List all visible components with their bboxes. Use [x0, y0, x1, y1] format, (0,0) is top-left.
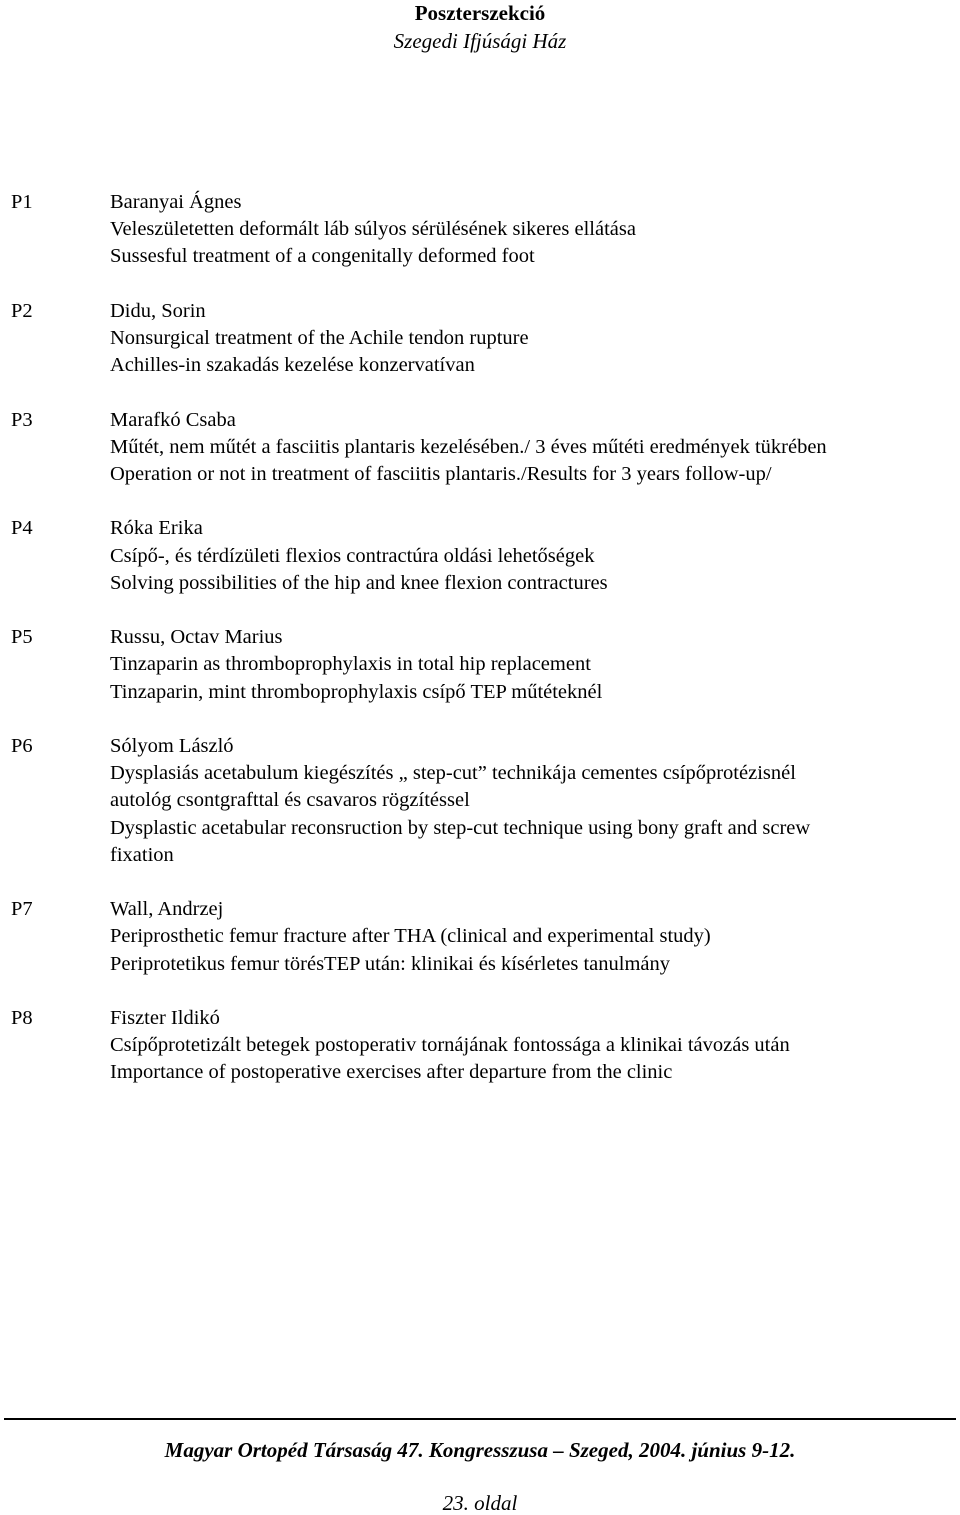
poster-author: Russu, Octav Marius — [110, 626, 283, 649]
poster-title-line: Achilles-in szakadás kezelése konzervatívan — [110, 354, 475, 377]
poster-entry — [0, 189, 960, 271]
footer-conference-title: Magyar Ortopéd Társaság 47. Kongresszusa – Szeged, 2004. június 9-12. — [164, 1438, 796, 1462]
poster-author: Róka Erika — [110, 517, 203, 540]
footer-divider — [4, 1418, 956, 1420]
poster-author: Didu, Sorin — [110, 299, 206, 322]
poster-entry — [0, 407, 960, 489]
poster-body — [110, 189, 950, 271]
poster-id: P6 — [11, 734, 33, 757]
poster-body — [110, 298, 950, 380]
poster-title-line: Dysplasiás acetabulum kiegészítés „ step-cut” technikája cementes csípőprotézisnél — [110, 762, 796, 785]
poster-body — [110, 624, 950, 706]
poster-title-line: Operation or not in treatment of fasciitis plantaris./Results for 3 years follow-up/ — [110, 463, 772, 485]
poster-author: Baranyai Ágnes — [110, 191, 242, 213]
poster-title-line: Importance of postoperative exercises after departure from the clinic — [110, 1061, 673, 1084]
poster-body — [110, 407, 950, 489]
poster-title-line: Műtét, nem műtét a fasciitis plantaris kezelésében./ 3 éves műtéti eredmények tükrében — [110, 435, 827, 458]
poster-title-line: Dysplastic acetabular reconsruction by step-cut technique using bony graft and screw — [110, 816, 811, 839]
poster-entry — [0, 733, 960, 869]
poster-body — [110, 896, 950, 978]
poster-title-line: Solving possibilities of the hip and knee flexion contractures — [110, 571, 608, 594]
poster-entry — [0, 1005, 960, 1087]
poster-entry — [0, 624, 960, 706]
poster-title-line: Sussesful treatment of a congenitally deformed foot — [110, 245, 535, 268]
poster-title-line: Periprotetikus femur törésTEP után: klinikai és kísérletes tanulmány — [110, 952, 671, 975]
poster-id: P1 — [11, 191, 33, 213]
poster-id: P4 — [11, 517, 33, 540]
poster-id: P3 — [11, 408, 33, 431]
poster-id: P2 — [11, 299, 33, 322]
poster-author: Sólyom László — [110, 734, 234, 757]
poster-title-line: Csípőprotetizált betegek postoperativ tornájának fontossága a klinikai távozás után — [110, 1034, 790, 1057]
section-title: Poszterszekció — [414, 1, 546, 25]
poster-title-line: Periprosthetic femur fracture after THA (clinical and experimental study) — [110, 925, 711, 948]
poster-body — [110, 1005, 950, 1087]
poster-title-line: Nonsurgical treatment of the Achile tendon rupture — [110, 327, 529, 349]
poster-entry — [0, 515, 960, 597]
poster-author: Wall, Andrzej — [110, 898, 224, 921]
poster-title-line: Csípő-, és térdízületi flexios contractúra oldási lehetőségek — [110, 544, 595, 567]
poster-id: P5 — [11, 626, 33, 649]
poster-id: P7 — [11, 898, 33, 921]
poster-title-line: Tinzaparin, mint thromboprophylaxis csípő TEP műtéteknél — [110, 680, 603, 703]
venue-subtitle: Szegedi Ifjúsági Ház — [393, 29, 567, 53]
poster-list — [0, 189, 960, 1087]
poster-body — [110, 515, 950, 597]
poster-author: Fiszter Ildikó — [110, 1006, 220, 1029]
poster-id: P8 — [11, 1006, 33, 1029]
poster-entry — [0, 298, 960, 380]
page-number: 23. oldal — [442, 1491, 518, 1515]
poster-entry — [0, 896, 960, 978]
poster-author: Marafkó Csaba — [110, 408, 236, 431]
poster-title-line: fixation — [110, 843, 174, 866]
poster-body — [110, 733, 950, 869]
poster-title-line: Tinzaparin as thromboprophylaxis in total hip replacement — [110, 653, 591, 676]
poster-title-line: Veleszületetten deformált láb súlyos sérülésének sikeres ellátása — [110, 218, 636, 241]
poster-title-line: autológ csontgrafttal és csavaros rögzítéssel — [110, 789, 470, 812]
